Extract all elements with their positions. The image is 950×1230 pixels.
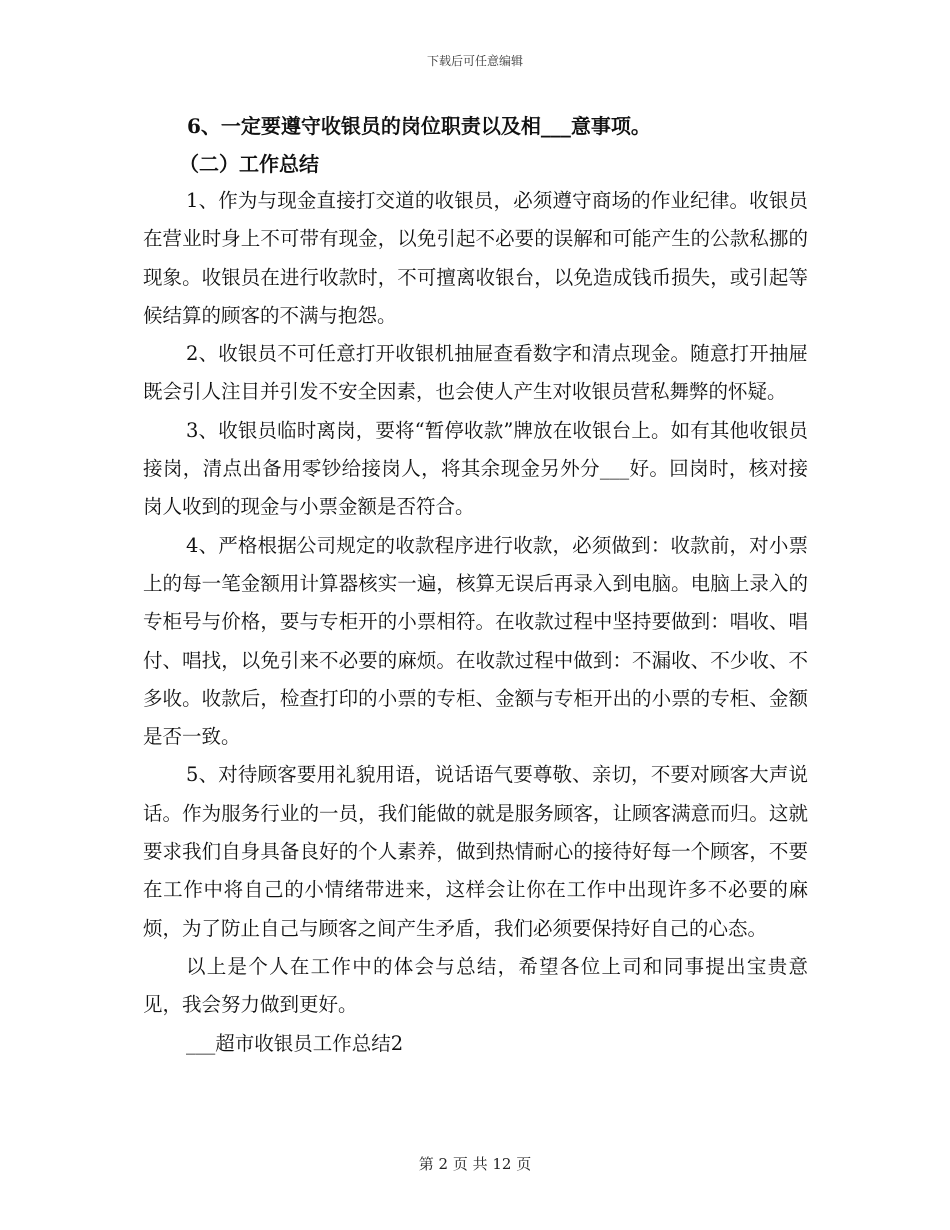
section-heading-work-summary: （二）工作总结 [179, 152, 319, 176]
paragraph-5: 5、对待顾客要用礼貌用语，说话语气要尊敬、亲切，不要对顾客大声说话。作为服务行业的一员，我们能做的就是服务顾客，让顾客满意而归。这就要求我们自身具备良好的个人素养，做到热情耐心的接待好每一个顾客，不要在工作中将自己的小情绪带进来，这样会让你在工作中出现许多不必要的麻烦，为了防止自己与顾客之间产生矛盾，我们必须要保持好自己的心态。 [143, 763, 808, 940]
document-body [143, 108, 808, 1063]
paragraph-4: 4、严格根据公司规定的收款程序进行收款，必须做到：收款前，对小票上的每一笔金额用计算器核实一遍，核算无误后再录入到电脑。电脑上录入的专柜号与价格，要与专柜开的小票相符。在收款过程中坚持要做到：唱收、唱付、唱找，以免引来不必要的麻烦。在收款过程中做到：不漏收、不少收、不多收。收款后，检查打印的小票的专柜、金额与专柜开出的小票的专柜、金额是否一致。 [143, 533, 808, 749]
closing-paragraph: 以上是个人在工作中的体会与总结，希望各位上司和同事提出宝贵意见，我会努力做到更好。 [143, 954, 808, 1017]
section-heading-6: 6、一定要遵守收银员的岗位职责以及相___意事项。 [187, 114, 651, 138]
page-header-note: 下载后可任意编辑 [426, 54, 523, 68]
paragraph-3: 3、收银员临时离岗，要将“暂停收款”牌放在收银台上。如有其他收银员接岗，清点出备用零钞给接岗人，将其余现金另外分___好。回岗时，核对接岗人收到的现金与小票金额是否符合。 [143, 418, 808, 519]
page-number: 第 2 页 共 12 页 [418, 1155, 532, 1173]
next-section-title: ___超市收银员工作总结2 [186, 1031, 404, 1055]
paragraph-2: 2、收银员不可任意打开收银机抽屉查看数字和清点现金。随意打开抽屉既会引人注目并引发不安全因素，也会使人产生对收银员营私舞弊的怀疑。 [143, 342, 808, 404]
paragraph-1: 1、作为与现金直接打交道的收银员，必须遵守商场的作业纪律。收银员在营业时身上不可带有现金，以免引起不必要的误解和可能产生的公款私挪的现象。收银员在进行收款时，不可擅离收银台，以免造成钱币损失，或引起等候结算的顾客的不满与抱怨。 [143, 189, 808, 327]
